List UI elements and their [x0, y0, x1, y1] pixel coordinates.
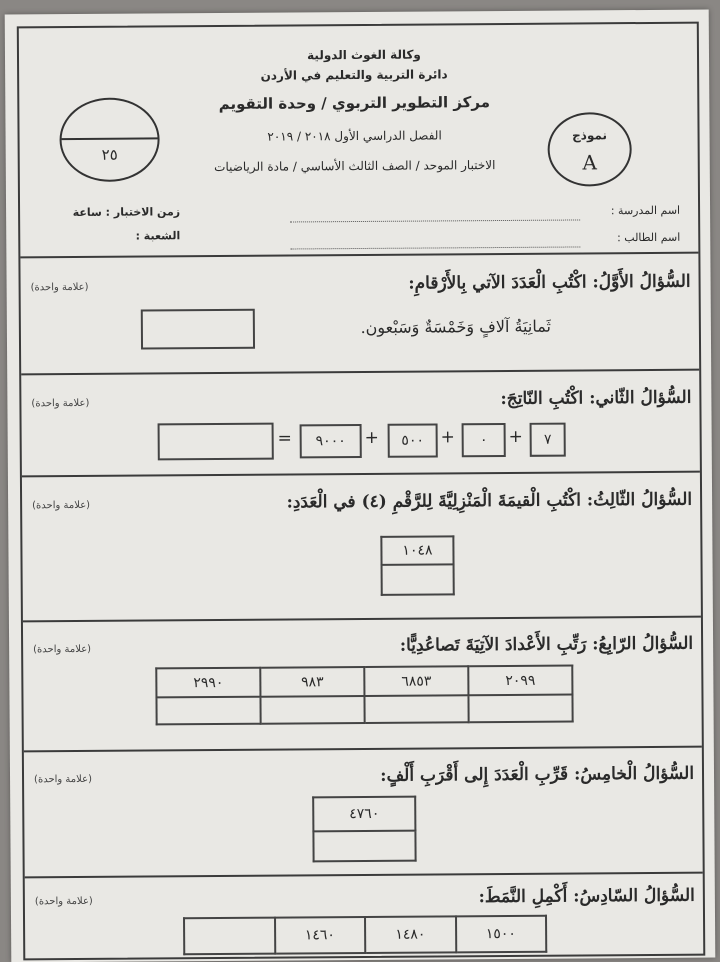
q4-answer-cell[interactable] — [364, 695, 468, 723]
exam-paper — [5, 10, 716, 962]
q6-title: السُّؤالُ السّادِسُ: أَكْمِلِ النَّمَطَ: — [478, 885, 695, 908]
q2-term-9000: ٩٠٠٠ — [300, 424, 362, 458]
q5-answer-cell[interactable] — [313, 831, 415, 862]
q2-equals: = — [277, 428, 292, 449]
section-label: الشعبة : — [135, 229, 181, 243]
department-name: دائرة التربية والتعليم في الأردن — [260, 67, 448, 83]
center-name: مركز التطوير التربوي / وحدة التقويم — [218, 93, 491, 113]
q5-mark: (علامة واحدة) — [34, 773, 93, 786]
agency-name: وكالة الغوث الدولية — [307, 47, 421, 63]
q6-mark: (علامة واحدة) — [34, 895, 93, 908]
q2-term-500: ٥٠٠ — [388, 423, 438, 457]
q5-title: السُّؤالُ الْخامِسُ: قَرِّبِ الْعَدَدَ إِلى أَقْرَبِ أَلْفٍ: — [380, 763, 695, 786]
divider-q4 — [24, 746, 702, 753]
q2-title: السُّؤالُ الثّاني: اكْتُبِ النّاتِجَ: — [500, 387, 692, 410]
q4-mark: (علامة واحدة) — [33, 643, 92, 656]
score-circle — [59, 97, 160, 182]
divider-q5 — [25, 872, 703, 879]
q4-number: ٢٠٩٩ — [468, 666, 572, 696]
divider-q2 — [22, 471, 700, 478]
model-circle — [547, 112, 632, 187]
q1-mark: (علامة واحدة) — [30, 281, 89, 294]
q4-answer-cell[interactable] — [260, 696, 364, 724]
q2-answer-box[interactable] — [158, 423, 274, 461]
q4-number: ٩٨٣ — [260, 667, 364, 697]
q6-answer-cell[interactable] — [184, 918, 275, 955]
q6-pattern-cell: ١٤٦٠ — [275, 917, 366, 954]
q4-table — [155, 665, 573, 726]
q1-body: ثَمانِيَةُ آلافٍ وَخَمْسَةٌ وَسَبْعون. — [360, 316, 551, 337]
q3-answer-cell[interactable] — [382, 564, 454, 595]
school-label: اسم المدرسة : — [610, 203, 681, 218]
q3-number: ١٠٤٨ — [381, 536, 453, 565]
q3-table — [380, 535, 454, 596]
q4-number: ٢٩٩٠ — [156, 668, 260, 698]
q3-mark: (علامة واحدة) — [32, 499, 91, 512]
q2-plus-1: + — [364, 427, 379, 448]
student-line[interactable] — [290, 246, 580, 249]
q6-pattern-cell: ١٥٠٠ — [456, 916, 547, 953]
q4-title: السُّؤالُ الرّابِعُ: رَتِّبِ الأَعْدادَ الآتِيَةَ تَصاعُدِيًّا: — [399, 633, 694, 656]
divider-q3 — [23, 616, 701, 623]
q2-plus-3: + — [508, 426, 523, 447]
q3-title: السُّؤالُ الثّالِثُ: اكْتُبِ الْقيمَةَ الْمَنْزِلِيَّةَ لِلرَّقْمِ (٤) في الْعَدَدِ: — [286, 489, 693, 513]
score-total: ٢٥ — [101, 145, 118, 164]
q4-answer-cell[interactable] — [468, 695, 572, 723]
q5-number: ٤٧٦٠ — [313, 797, 415, 832]
time-label: زمن الاختبار : ساعة — [72, 205, 181, 219]
q4-number: ٦٨٥٣ — [364, 666, 468, 696]
divider-header — [20, 252, 698, 259]
model-label: نموذج — [572, 128, 608, 143]
q2-plus-2: + — [440, 427, 455, 448]
school-line[interactable] — [290, 219, 580, 222]
q2-mark: (علامة واحدة) — [31, 397, 90, 410]
model-value: A — [582, 150, 598, 175]
exam-title: الاختبار الموحد / الصف الثالث الأساسي / مادة الرياضيات — [214, 158, 496, 175]
exam-frame — [17, 22, 706, 961]
student-label: اسم الطالب : — [616, 230, 681, 245]
q1-title: السُّؤالُ الأَوَّلُ: اكْتُبِ الْعَدَدَ الآتي بِالأَرْقامِ: — [408, 271, 691, 294]
divider-q1 — [21, 369, 699, 376]
q6-pattern-cell: ١٤٨٠ — [365, 916, 456, 953]
q5-table — [312, 796, 416, 863]
semester: الفصل الدراسي الأول ٢٠١٨ / ٢٠١٩ — [267, 128, 442, 144]
q4-answer-cell[interactable] — [156, 697, 260, 725]
q2-term-0: ٠ — [462, 423, 506, 457]
score-divider — [62, 137, 158, 140]
q1-answer-box[interactable] — [141, 309, 255, 350]
q2-term-7: ٧ — [530, 423, 566, 457]
q6-table — [183, 915, 547, 956]
